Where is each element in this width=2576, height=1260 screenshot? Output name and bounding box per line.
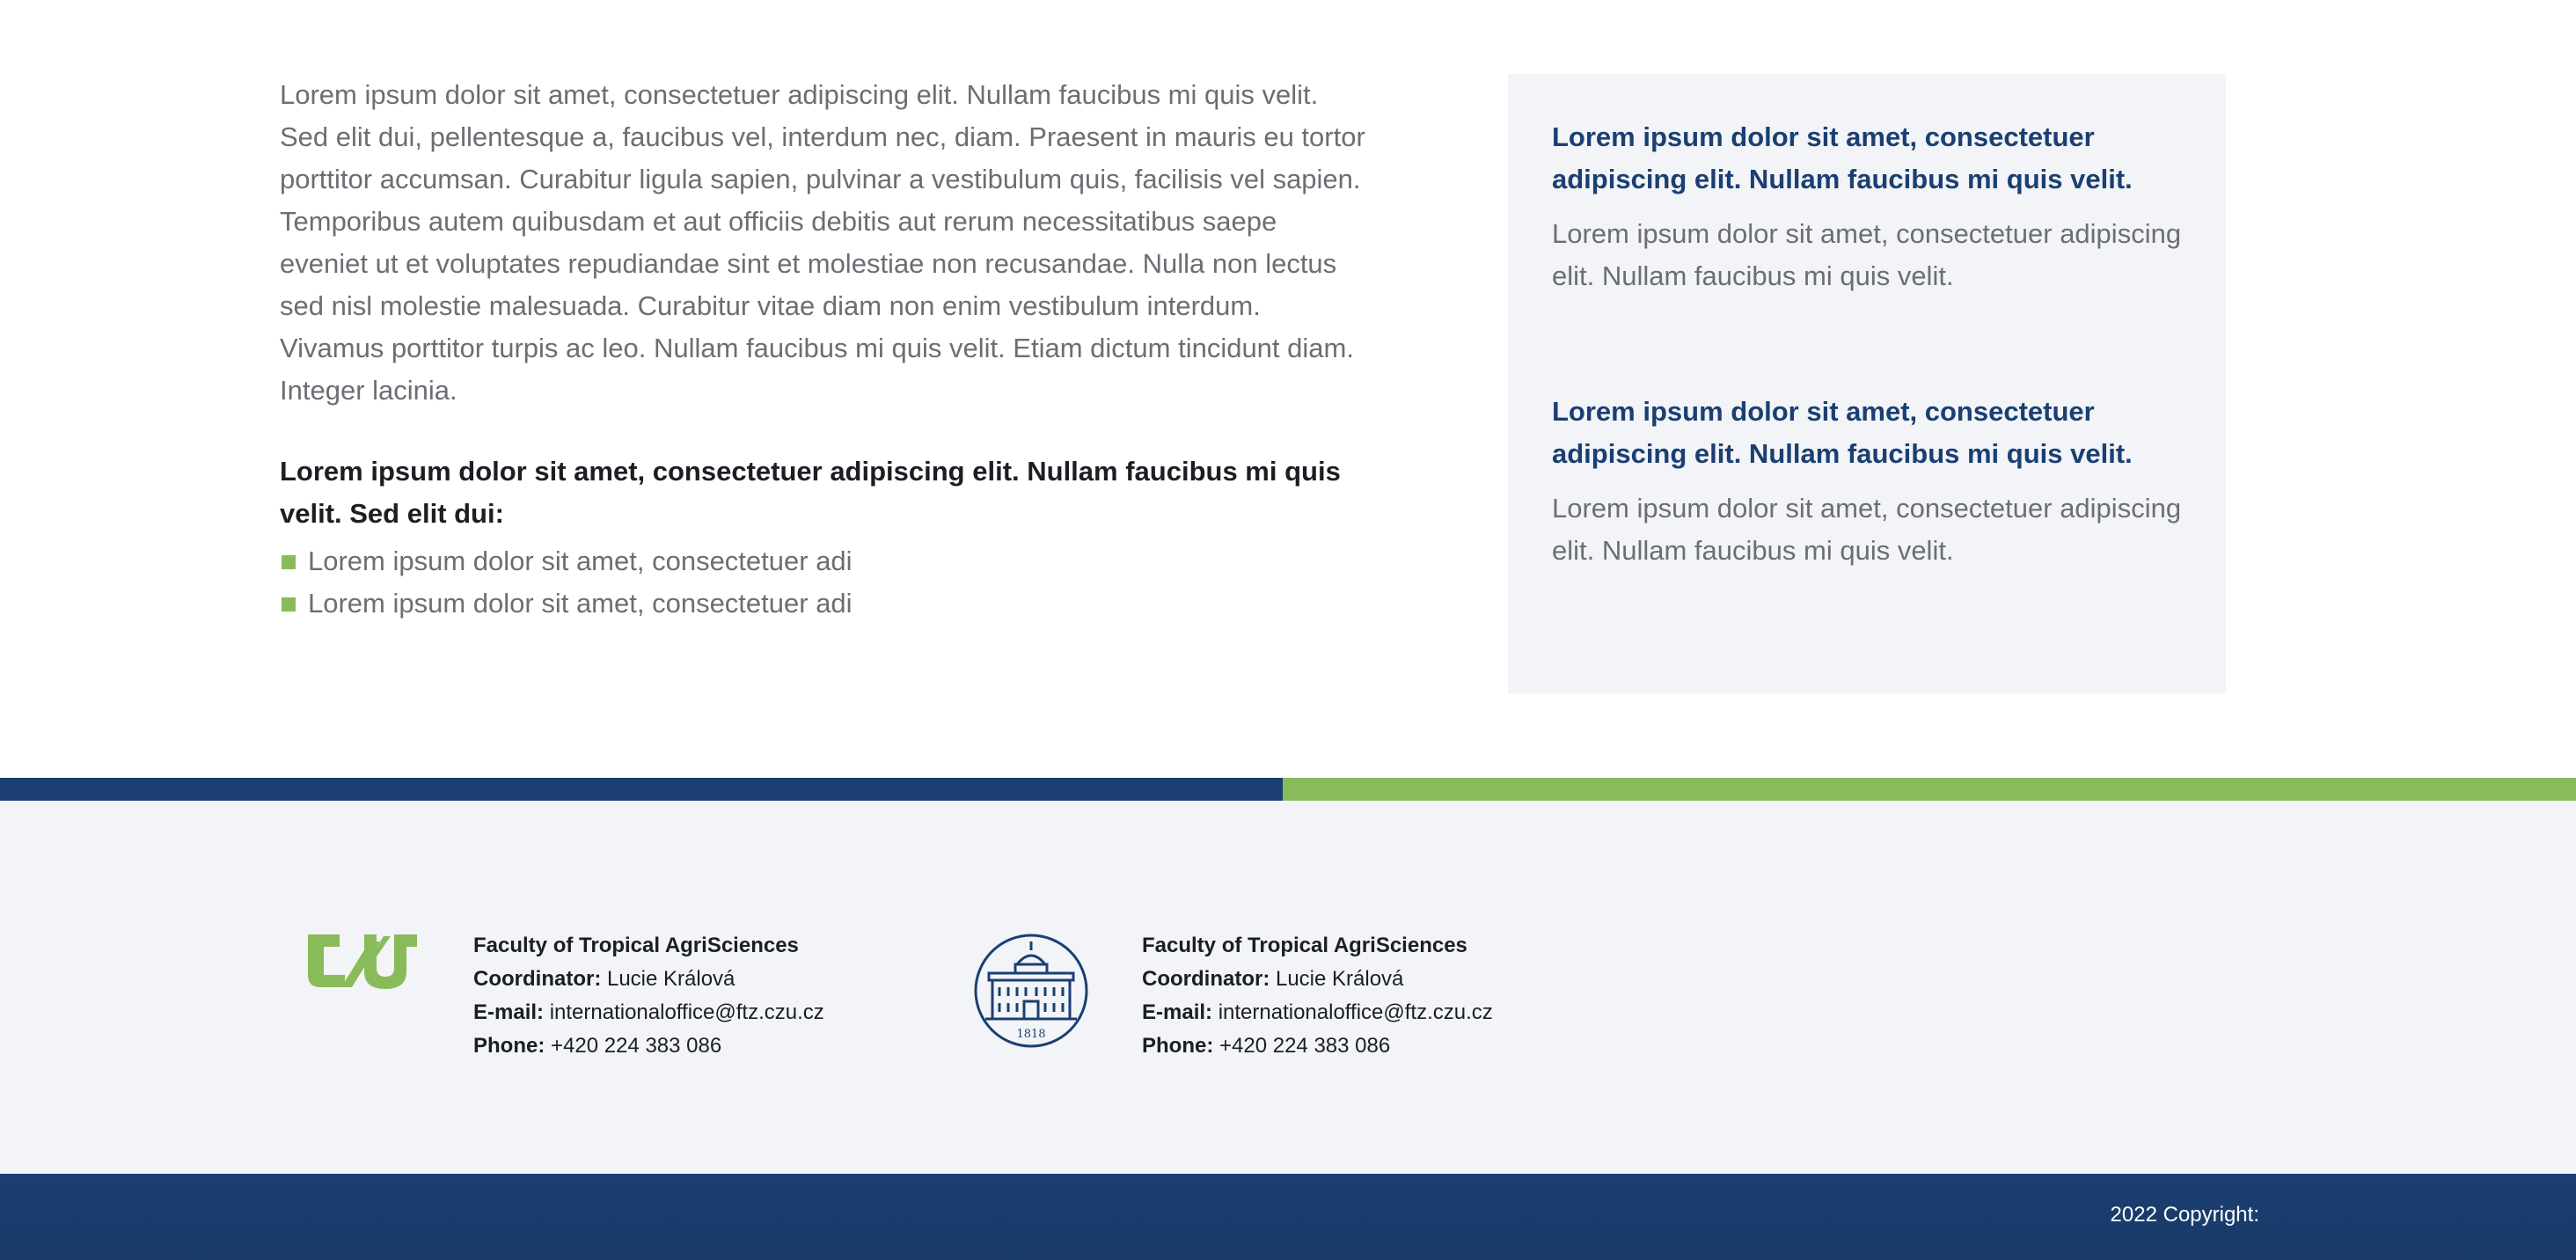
email-link[interactable]: internationaloffice@ftz.czu.cz <box>1218 1000 1493 1024</box>
list-item <box>280 582 1371 625</box>
phone-label: Phone: <box>473 1034 545 1058</box>
copyright-text: 2022 Copyright: <box>2110 1203 2259 1227</box>
email-label: E-mail: <box>473 1000 545 1024</box>
coordinator-label: Coordinator: <box>473 967 602 991</box>
sidebar-item-title: Lorem ipsum dolor sit amet, consectetuer adipiscing elit. Nullam faucibus mi quis velit. <box>1552 396 2133 469</box>
seal-year: 1818 <box>1016 1028 1046 1041</box>
sidebar-item <box>1552 116 2182 297</box>
stripe-navy <box>0 778 1283 801</box>
faculty-name: Faculty of Tropical AgriSciences <box>1142 934 1467 957</box>
coordinator-name: Lucie Králová <box>606 967 735 991</box>
sidebar-panel <box>1508 74 2226 693</box>
sidebar-item-text: Lorem ipsum dolor sit amet, consectetuer adipiscing elit. Nullam faucibus mi quis velit. <box>1552 218 2182 291</box>
phone-number[interactable]: +420 224 383 086 <box>551 1034 722 1058</box>
bottom-bar <box>0 1174 2576 1260</box>
sidebar-item-text: Lorem ipsum dolor sit amet, consectetuer adipiscing elit. Nullam faucibus mi quis velit. <box>1552 493 2182 566</box>
university-seal-icon[interactable] <box>973 933 1089 1053</box>
sidebar-item-title: Lorem ipsum dolor sit amet, consectetuer adipiscing elit. Nullam faucibus mi quis velit. <box>1552 121 2133 194</box>
bullet-square-icon <box>282 555 296 569</box>
phone-number[interactable]: +420 224 383 086 <box>1219 1034 1391 1058</box>
footer <box>0 801 2576 1174</box>
bullet-square-icon <box>282 597 296 612</box>
list-item <box>280 540 1371 582</box>
contact-block <box>1142 929 1493 1063</box>
list-item-text: Lorem ipsum dolor sit amet, consectetuer adi <box>308 546 853 576</box>
intro-paragraph: Lorem ipsum dolor sit amet, consectetuer adipiscing elit. Nullam faucibus mi quis velit. Sed elit dui, pellentesque a, faucibus vel, interdum nec, diam. Praesent in mauris eu tortor porttitor accumsan. Curabitur ligula sapien, pulvinar a vestibulum quis, facilisis vel sapien. Temporibus autem quibusdam et aut officiis debitis aut rerum necessitatibus saepe eveniet ut et voluptates repudiandae sint et molestiae non recusandae. Nulla non lectus sed nisl molestie malesuada. Curabitur vitae diam non enim vestibulum interdum. Vivamus porttitor turpis ac leo. Nullam faucibus mi quis velit. Etiam dictum tincidunt diam. Integer lacinia. <box>280 79 1365 406</box>
list-item-text: Lorem ipsum dolor sit amet, consectetuer adi <box>308 588 853 619</box>
email-link[interactable]: internationaloffice@ftz.czu.cz <box>549 1000 824 1024</box>
main-content <box>280 74 1371 625</box>
faculty-name: Faculty of Tropical AgriSciences <box>473 934 799 957</box>
stripe-green <box>1283 778 2576 801</box>
phone-label: Phone: <box>1142 1034 1214 1058</box>
email-label: E-mail: <box>1142 1000 1213 1024</box>
contact-block <box>473 929 824 1063</box>
list-heading: Lorem ipsum dolor sit amet, consectetuer adipiscing elit. Nullam faucibus mi quis velit. Sed elit dui: <box>280 456 1341 529</box>
coordinator-label: Coordinator: <box>1142 967 1270 991</box>
czu-logo-icon[interactable] <box>306 933 419 995</box>
coordinator-name: Lucie Králová <box>1275 967 1404 991</box>
sidebar-item <box>1552 391 2182 572</box>
bullet-list <box>280 540 1371 625</box>
